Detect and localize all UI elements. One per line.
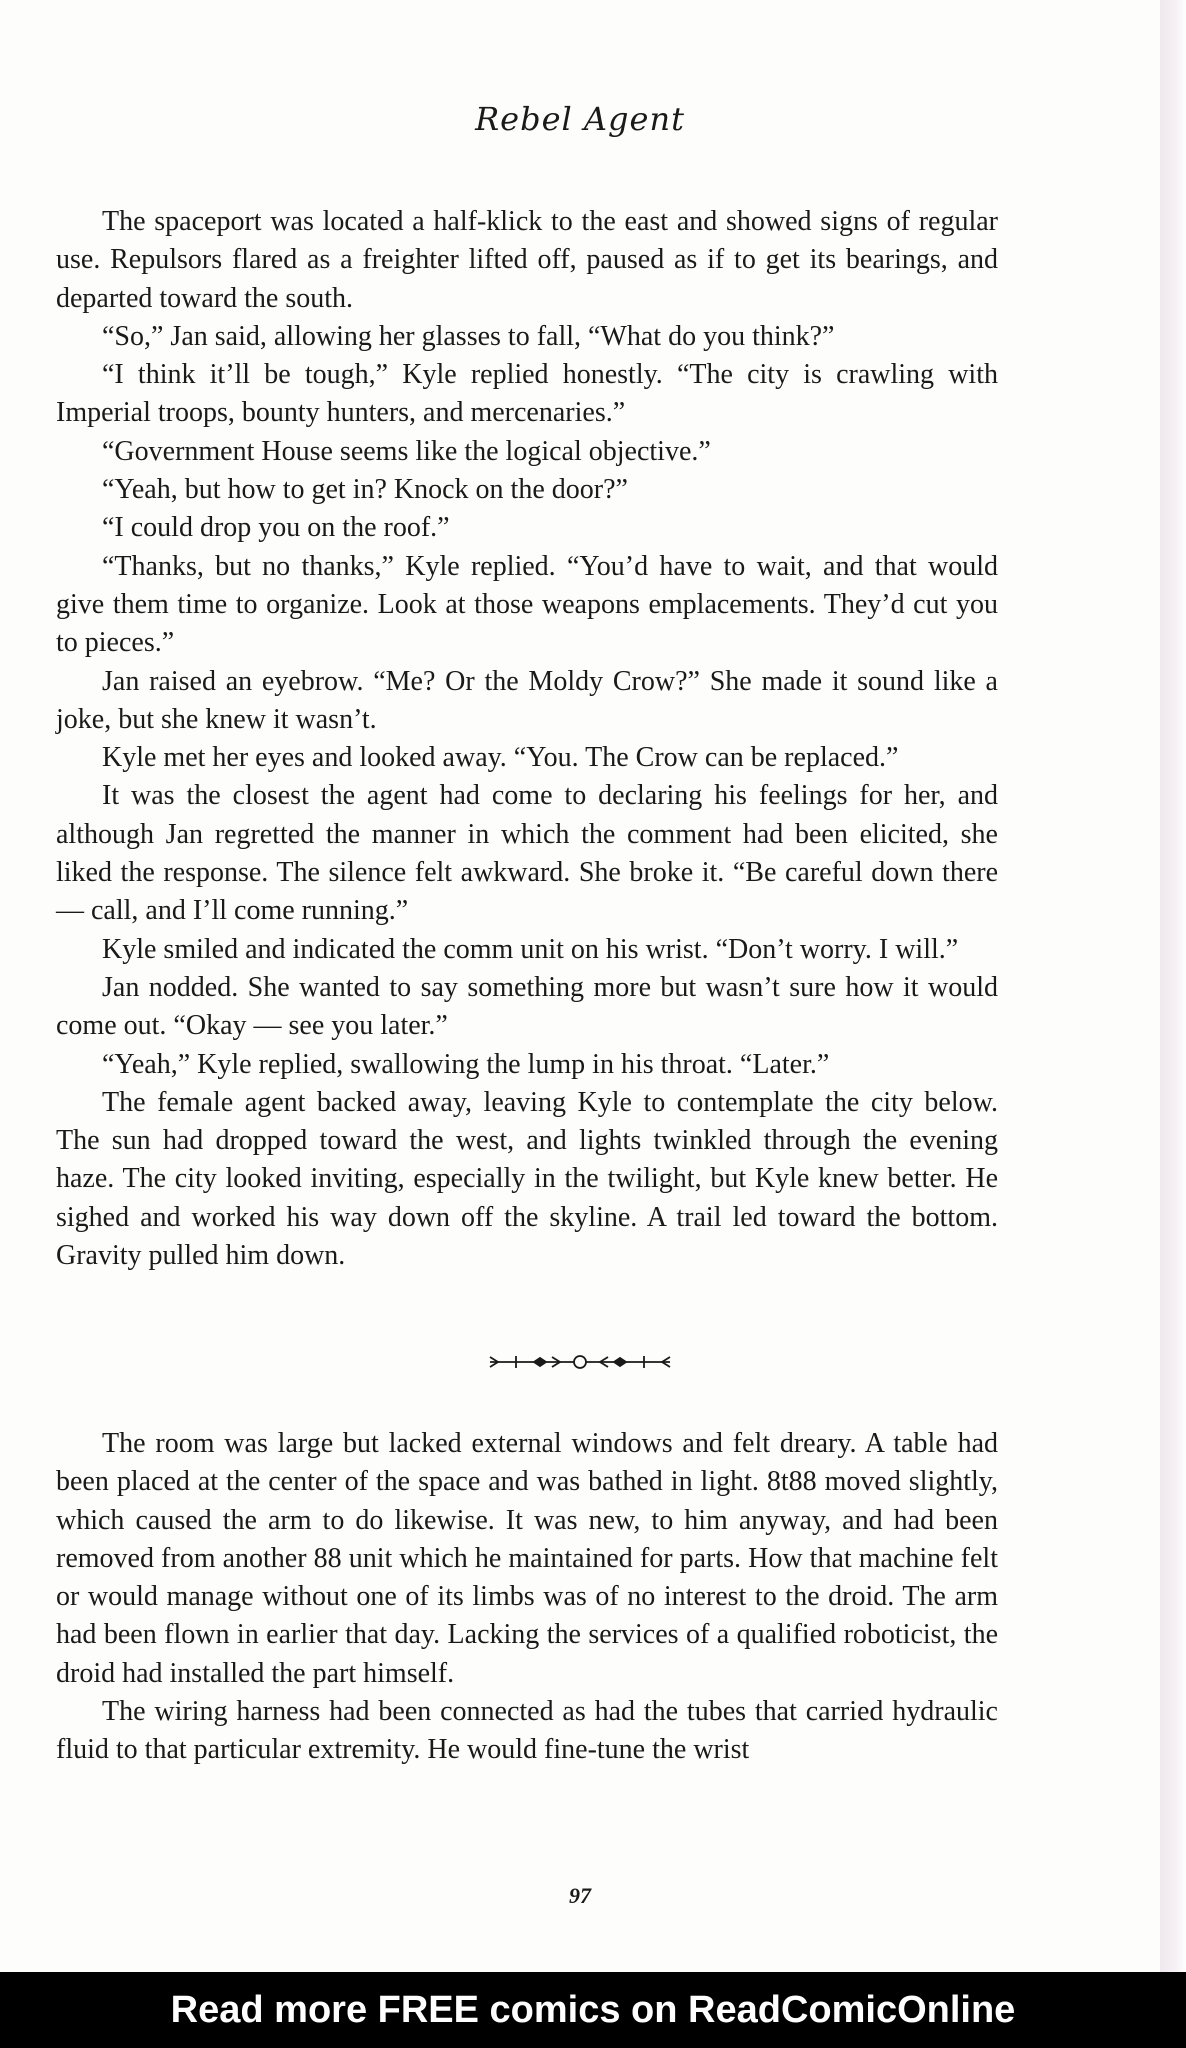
promo-banner-link[interactable]: Read more FREE comics on ReadComicOnline	[0, 1972, 1186, 2048]
section-2-text	[56, 1425, 998, 1770]
paragraph: “Yeah, but how to get in? Knock on the door?”	[102, 474, 628, 506]
paragraph: Jan nodded. She wanted to say something more but wasn’t sure how it would come out. “Okay — see you later.”	[56, 971, 998, 1042]
paragraph: “Government House seems like the logical objective.”	[102, 435, 711, 467]
paragraph: The spaceport was located a half-klick to the east and showed signs of regular use. Repulsors flared as a freighter lifted off, paused as if to get its bearings, and departed toward the south.	[56, 206, 998, 314]
section-break-ornament	[0, 1352, 1160, 1377]
paragraph: The room was large but lacked external windows and felt dreary. A table had been placed at the center of the space and was bathed in light. 8t88 moved slightly, which caused the arm to do likewise. It was new, to him anyway, and had been removed from another 88 unit which he maintained for parts. How that machine felt or would manage without one of its limbs was of no interest to the droid. The arm had been flown in earlier that day. Lacking the services of a qualified roboticist, the droid had installed the part himself.	[56, 1428, 998, 1689]
page-number: 97	[569, 1883, 591, 1908]
ornament-icon	[480, 1352, 680, 1372]
paragraph: “I could drop you on the roof.”	[102, 512, 450, 544]
section-1-text	[56, 203, 998, 1275]
running-head: Rebel Agent	[475, 100, 685, 138]
paragraph: Kyle met her eyes and looked away. “You. The Crow can be replaced.”	[102, 742, 899, 774]
paragraph: Kyle smiled and indicated the comm unit on his wrist. “Don’t worry. I will.”	[102, 933, 959, 965]
paragraph: “I think it’ll be tough,” Kyle replied honestly. “The city is crawling with Imperial troops, bounty hunters, and mercenaries.”	[56, 359, 998, 429]
paragraph: It was the closest the agent had come to declaring his feelings for her, and although Jan regretted the manner in which the comment had been elicited, she liked the response. The silence felt awkward. She broke it. “Be careful down there — call, and I’ll come running.”	[56, 780, 998, 927]
paragraph: The wiring harness had been connected as had the tubes that carried hydraulic fluid to that particular extremity. He would fine-tune the wrist	[56, 1696, 998, 1766]
paragraph: “Yeah,” Kyle replied, swallowing the lump in his throat. “Later.”	[102, 1048, 830, 1080]
page-edge	[1160, 0, 1186, 1972]
paragraph: “So,” Jan said, allowing her glasses to fall, “What do you think?”	[102, 320, 835, 352]
paragraph: “Thanks, but no thanks,” Kyle replied. “You’d have to wait, and that would give them time to organize. Look at those weapons emplacements. They’d cut you to pieces.”	[56, 550, 998, 659]
paragraph: The female agent backed away, leaving Kyle to contemplate the city below. The sun had dropped toward the west, and lights twinkled through the evening haze. The city looked inviting, especially in the twilight, but Kyle knew better. He sighed and worked his way down off the skyline. A trail led toward the bottom. Gravity pulled him down.	[56, 1086, 998, 1272]
paragraph: Jan raised an eyebrow. “Me? Or the Moldy Crow?” She made it sound like a joke, but she knew it wasn’t.	[56, 665, 998, 735]
